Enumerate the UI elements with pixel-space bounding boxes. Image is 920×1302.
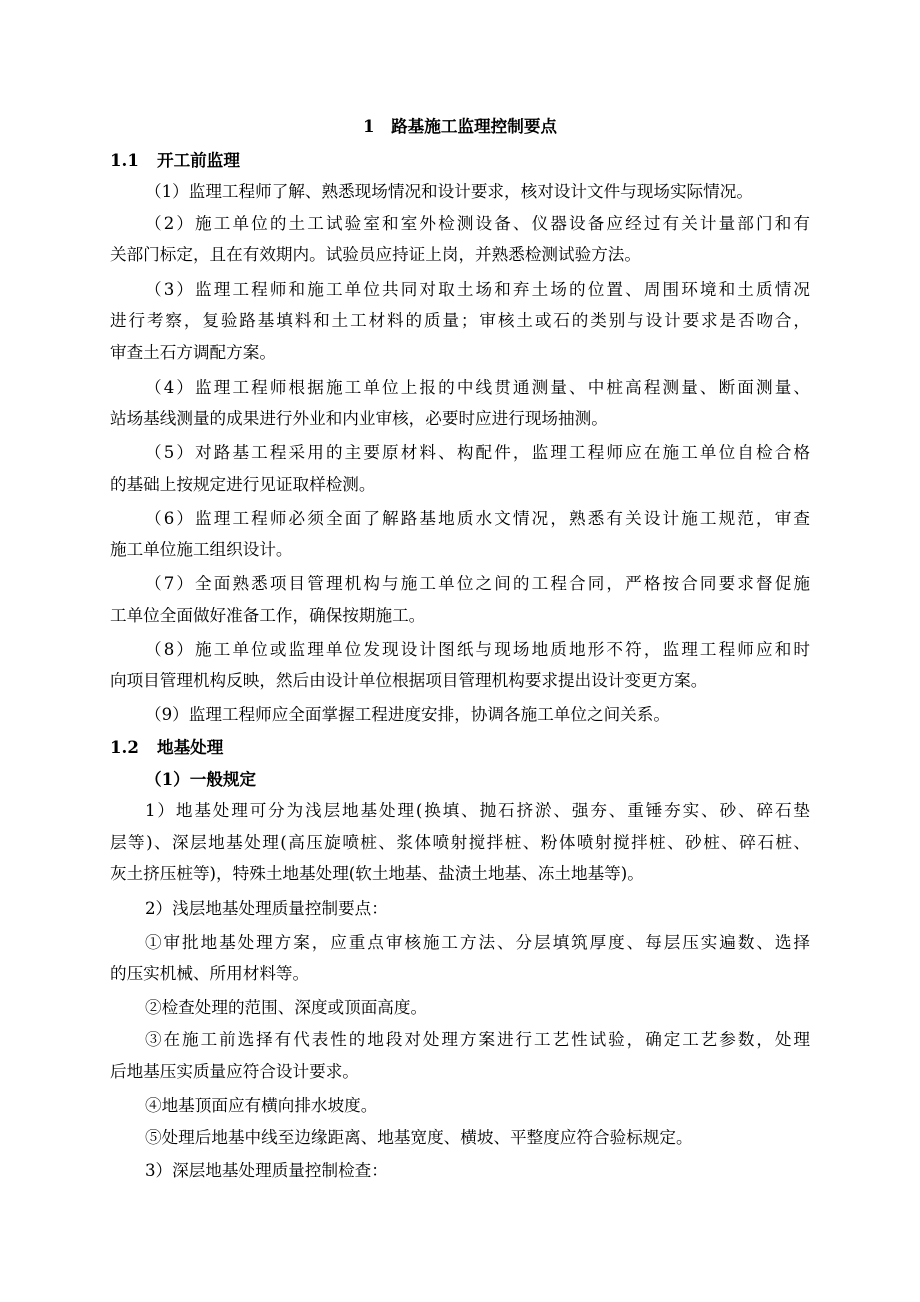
paragraph-line: （2）施工单位的土工试验室和室外检测设备、仪器设备应经过有关计量部门和有 bbox=[145, 214, 810, 233]
paragraph-line: 进行考察，复验路基填料和土工材料的质量；审核土或石的类别与设计要求是否吻合， bbox=[110, 311, 810, 330]
paragraph-line: （8）施工单位或监理单位发现设计图纸与现场地质地形不符，监理工程师应和时 bbox=[145, 640, 810, 659]
paragraph-line: （1）监理工程师了解、熟悉现场情况和设计要求，核对设计文件与现场实际情况。 bbox=[145, 182, 753, 201]
paragraph-line: ④地基顶面应有横向排水坡度。 bbox=[145, 1096, 378, 1115]
paragraph-line: （4）监理工程师根据施工单位上报的中线贯通测量、中桩高程测量、断面测量、 bbox=[145, 378, 810, 397]
subsection-heading: （1）一般规定 bbox=[145, 769, 257, 789]
section-title: 地基处理 bbox=[157, 737, 224, 757]
paragraph-line: 灰土挤压桩等)，特殊土地基处理(软土地基、盐渍土地基、冻土地基等)。 bbox=[110, 864, 644, 883]
section-heading-1-1 bbox=[110, 150, 240, 170]
paragraph-line: 的压实机械、所用材料等。 bbox=[110, 964, 310, 983]
paragraph-line: 2）浅层地基处理质量控制要点： bbox=[145, 899, 388, 918]
paragraph-line: 施工单位施工组织设计。 bbox=[110, 540, 293, 559]
paragraph-line: （7）全面熟悉项目管理机构与施工单位之间的工程合同，严格按合同要求督促施 bbox=[145, 574, 810, 593]
paragraph-line: 关部门标定，且在有效期内。试验员应持证上岗，并熟悉检测试验方法。 bbox=[110, 245, 641, 264]
paragraph-line: 3）深层地基处理质量控制检查： bbox=[145, 1161, 388, 1180]
paragraph-line: ③在施工前选择有代表性的地段对处理方案进行工艺性试验，确定工艺参数，处理 bbox=[145, 1030, 810, 1049]
section-title: 开工前监理 bbox=[157, 150, 240, 170]
section-number: 1.1 bbox=[110, 150, 139, 170]
paragraph-line: 审查土石方调配方案。 bbox=[110, 343, 276, 362]
paragraph-line: 的基础上按规定进行见证取样检测。 bbox=[110, 475, 376, 494]
paragraph-line: 向项目管理机构反映，然后由设计单位根据项目管理机构要求提出设计变更方案。 bbox=[110, 671, 708, 690]
section-heading-1-2 bbox=[110, 737, 223, 757]
paragraph-line: （3）监理工程师和施工单位共同对取土场和弃土场的位置、周围环境和土质情况 bbox=[145, 280, 810, 299]
paragraph-line: 层等)、深层地基处理(高压旋喷桩、浆体喷射搅拌桩、粉体喷射搅拌桩、砂桩、碎石桩、 bbox=[110, 833, 810, 852]
paragraph-line: ②检查处理的范围、深度或顶面高度。 bbox=[145, 998, 428, 1017]
paragraph-line: 站场基线测量的成果进行外业和内业审核，必要时应进行现场抽测。 bbox=[110, 409, 608, 428]
document-title: 1 路基施工监理控制要点 bbox=[362, 116, 558, 136]
paragraph-line: （5）对路基工程采用的主要原材料、构配件，监理工程师应在施工单位自检合格 bbox=[145, 443, 810, 462]
paragraph-line: 1）地基处理可分为浅层地基处理(换填、抛石挤淤、强夯、重锤夯实、砂、碎石垫 bbox=[145, 801, 810, 820]
paragraph-line: （9）监理工程师应全面掌握工程进度安排，协调各施工单位之间关系。 bbox=[145, 705, 670, 724]
paragraph-line: ①审批地基处理方案，应重点审核施工方法、分层填筑厚度、每层压实遍数、选择 bbox=[145, 933, 810, 952]
paragraph-line: ⑤处理后地基中线至边缘距离、地基宽度、横坡、平整度应符合验标规定。 bbox=[145, 1128, 693, 1147]
paragraph-line: 工单位全面做好准备工作，确保按期施工。 bbox=[110, 606, 426, 625]
paragraph-line: 后地基压实质量应符合设计要求。 bbox=[110, 1062, 359, 1081]
paragraph-line: （6）监理工程师必须全面了解路基地质水文情况，熟悉有关设计施工规范，审查 bbox=[145, 509, 810, 528]
section-number: 1.2 bbox=[110, 737, 139, 757]
